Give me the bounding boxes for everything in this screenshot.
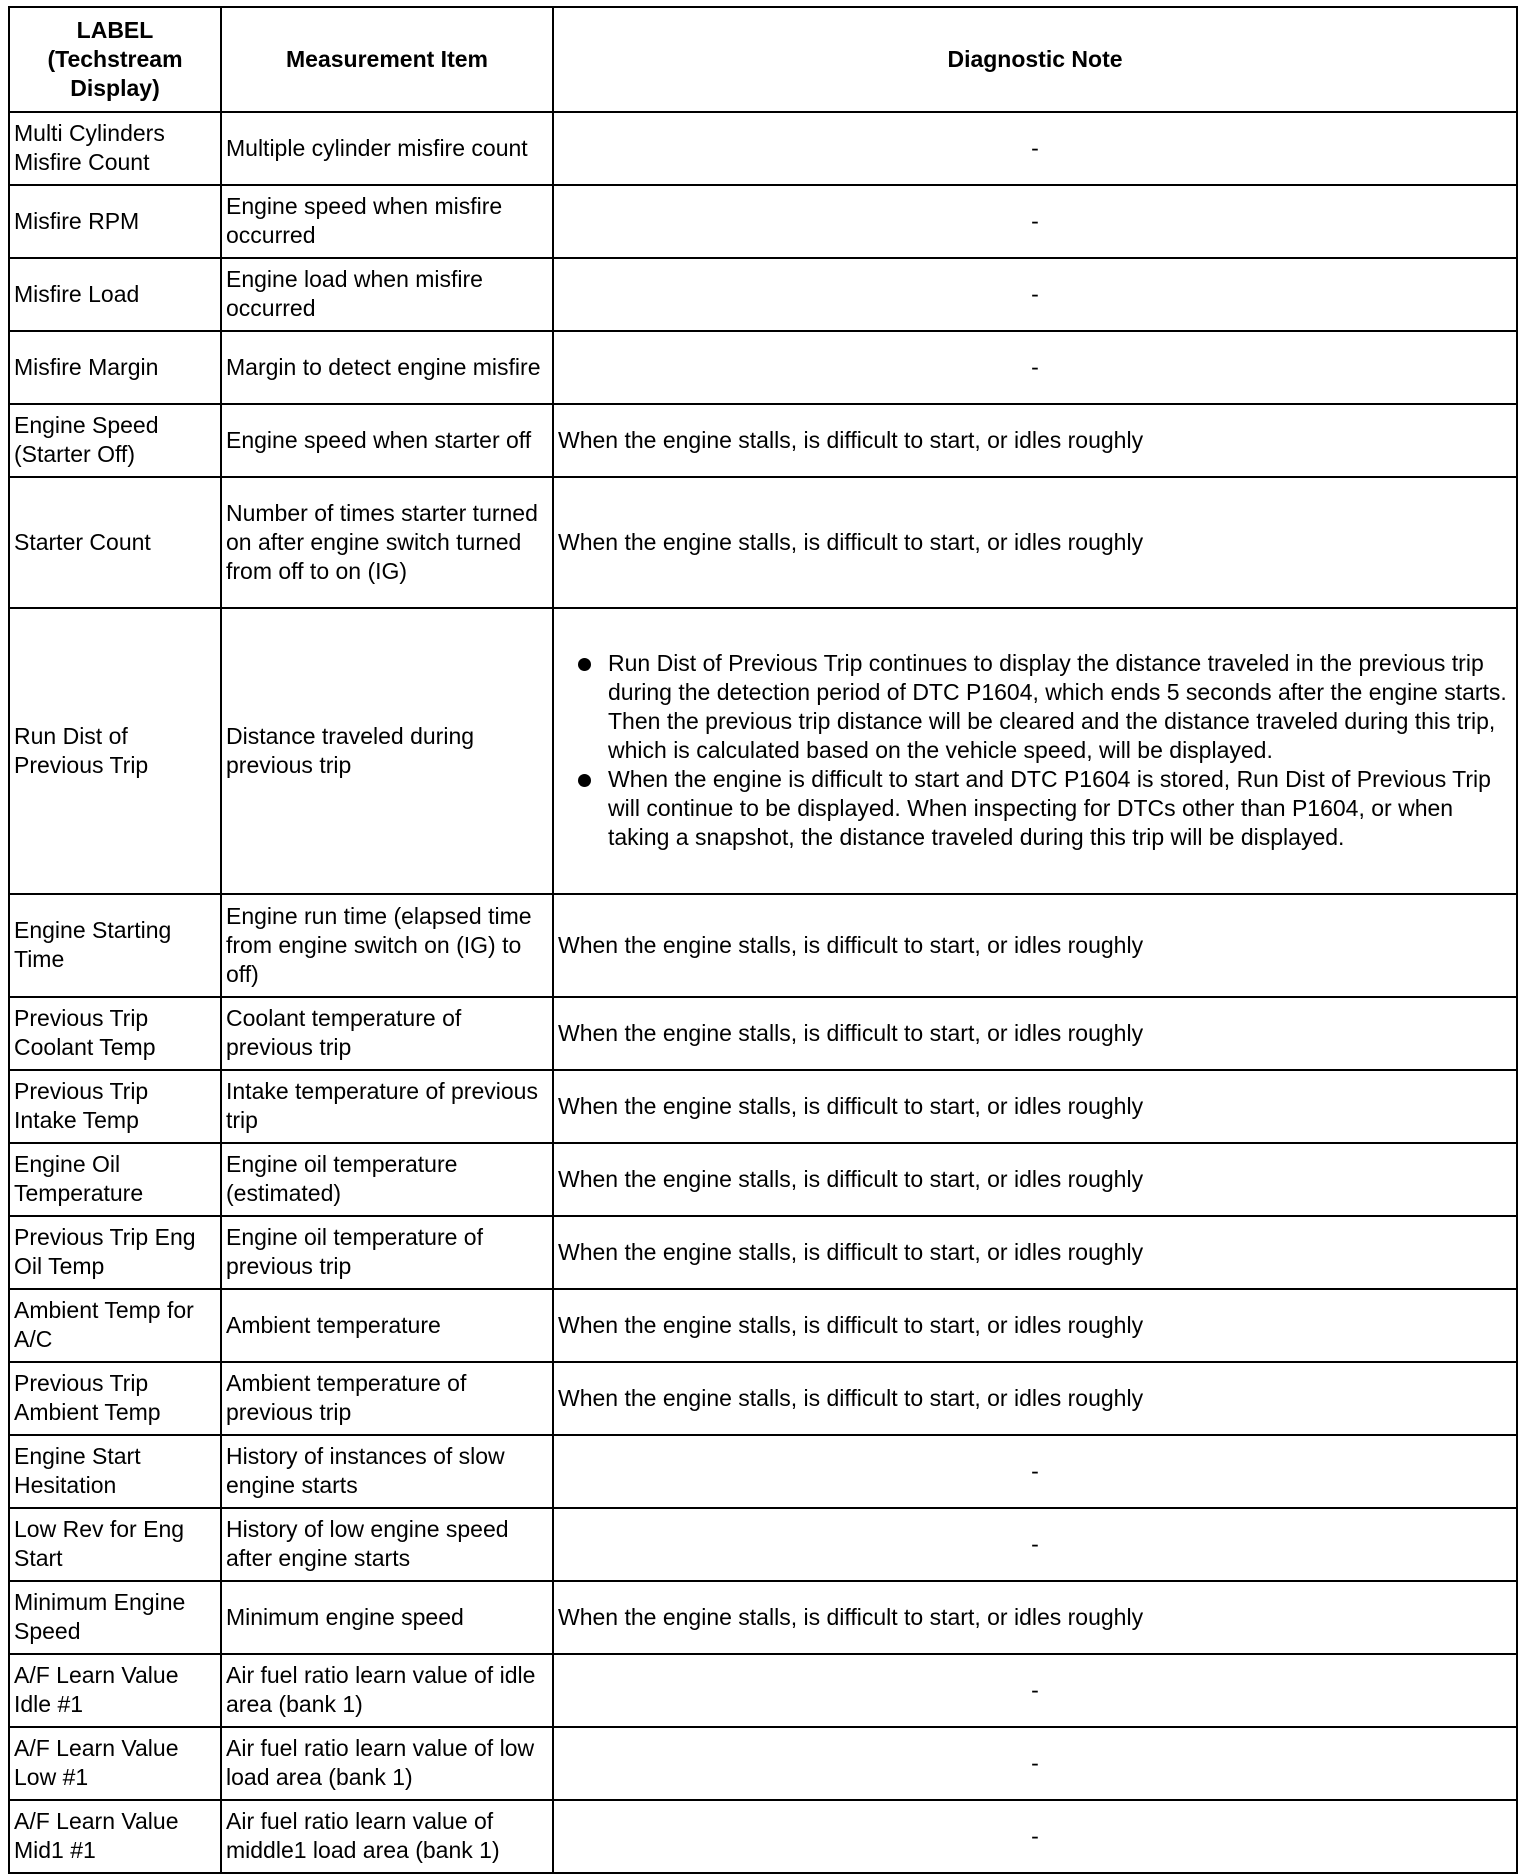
table-row xyxy=(9,894,1517,997)
measurement-cell: Margin to detect engine misfire xyxy=(221,331,553,404)
note-cell: - xyxy=(553,1800,1517,1873)
table-row xyxy=(9,404,1517,477)
table-row xyxy=(9,1289,1517,1362)
label-cell: Ambient Temp for A/C xyxy=(9,1289,221,1362)
label-cell: A/F Learn Value Low #1 xyxy=(9,1727,221,1800)
measurement-cell: Engine load when misfire occurred xyxy=(221,258,553,331)
table-header-row xyxy=(9,7,1517,112)
label-cell: Engine Speed (Starter Off) xyxy=(9,404,221,477)
measurement-column-header: Measurement Item xyxy=(221,7,553,112)
note-bullet-item xyxy=(558,765,1512,852)
measurement-cell: Ambient temperature xyxy=(221,1289,553,1362)
table-row xyxy=(9,1654,1517,1727)
label-cell: Misfire RPM xyxy=(9,185,221,258)
measurement-cell: Engine speed when starter off xyxy=(221,404,553,477)
note-cell: When the engine stalls, is difficult to start, or idles roughly xyxy=(553,1143,1517,1216)
table-row xyxy=(9,1216,1517,1289)
measurement-cell: Air fuel ratio learn value of idle area (bank 1) xyxy=(221,1654,553,1727)
note-cell: When the engine stalls, is difficult to start, or idles roughly xyxy=(553,1581,1517,1654)
label-cell: Run Dist of Previous Trip xyxy=(9,608,221,894)
table-row xyxy=(9,608,1517,894)
note-cell: When the engine stalls, is difficult to start, or idles roughly xyxy=(553,404,1517,477)
measurement-cell: Minimum engine speed xyxy=(221,1581,553,1654)
table-row xyxy=(9,1435,1517,1508)
table-row xyxy=(9,1727,1517,1800)
table-row xyxy=(9,1800,1517,1873)
label-cell: Previous Trip Eng Oil Temp xyxy=(9,1216,221,1289)
note-cell xyxy=(553,608,1517,894)
label-cell: Starter Count xyxy=(9,477,221,608)
table-row xyxy=(9,1143,1517,1216)
note-bullet-item xyxy=(558,649,1512,765)
measurement-cell: Engine oil temperature of previous trip xyxy=(221,1216,553,1289)
note-cell: - xyxy=(553,1727,1517,1800)
table-row xyxy=(9,185,1517,258)
measurement-cell: Intake temperature of previous trip xyxy=(221,1070,553,1143)
label-cell: Low Rev for Eng Start xyxy=(9,1508,221,1581)
note-cell: When the engine stalls, is difficult to start, or idles roughly xyxy=(553,997,1517,1070)
measurement-cell: Air fuel ratio learn value of middle1 load area (bank 1) xyxy=(221,1800,553,1873)
measurement-cell: Number of times starter turned on after engine switch turned from off to on (IG) xyxy=(221,477,553,608)
measurement-cell: History of instances of slow engine starts xyxy=(221,1435,553,1508)
note-column-header: Diagnostic Note xyxy=(553,7,1517,112)
note-cell: When the engine stalls, is difficult to start, or idles roughly xyxy=(553,1216,1517,1289)
data-list-page xyxy=(8,6,1516,1863)
measurement-cell: Coolant temperature of previous trip xyxy=(221,997,553,1070)
note-cell: - xyxy=(553,185,1517,258)
label-header-line2: (Techstream xyxy=(47,45,183,72)
measurement-cell: Engine oil temperature (estimated) xyxy=(221,1143,553,1216)
label-cell: Misfire Load xyxy=(9,258,221,331)
label-cell: Multi Cylinders Misfire Count xyxy=(9,112,221,185)
table-row xyxy=(9,1362,1517,1435)
label-cell: Previous Trip Coolant Temp xyxy=(9,997,221,1070)
table-row xyxy=(9,331,1517,404)
note-bullet-text: Run Dist of Previous Trip continues to display the distance traveled in the previous trip during the detection period of DTC P1604, which ends 5 seconds after the engine starts. Then the previous trip distance will be cleared and the distance traveled during this trip, which is calculated based on the vehicle speed, will be displayed. xyxy=(608,650,1507,763)
table-row xyxy=(9,258,1517,331)
note-cell: - xyxy=(553,1435,1517,1508)
measurement-cell: Air fuel ratio learn value of low load area (bank 1) xyxy=(221,1727,553,1800)
measurement-cell: Multiple cylinder misfire count xyxy=(221,112,553,185)
note-cell: - xyxy=(553,258,1517,331)
note-bullet-list xyxy=(558,649,1512,852)
measurement-cell: Ambient temperature of previous trip xyxy=(221,1362,553,1435)
measurement-cell: Distance traveled during previous trip xyxy=(221,608,553,894)
data-list-table xyxy=(8,6,1518,1874)
note-bullet-text: When the engine is difficult to start and DTC P1604 is stored, Run Dist of Previous Trip will continue to be displayed. When inspecting for DTCs other than P1604, or when taking a snapshot, the distance traveled during this trip will be displayed. xyxy=(608,766,1491,850)
label-cell: Previous Trip Intake Temp xyxy=(9,1070,221,1143)
table-row xyxy=(9,112,1517,185)
table-row xyxy=(9,997,1517,1070)
label-cell: Engine Starting Time xyxy=(9,894,221,997)
label-column-header xyxy=(9,7,221,112)
measurement-cell: Engine speed when misfire occurred xyxy=(221,185,553,258)
label-cell: Minimum Engine Speed xyxy=(9,1581,221,1654)
label-cell: A/F Learn Value Idle #1 xyxy=(9,1654,221,1727)
note-cell: When the engine stalls, is difficult to start, or idles roughly xyxy=(553,894,1517,997)
table-row xyxy=(9,477,1517,608)
label-cell: Engine Start Hesitation xyxy=(9,1435,221,1508)
label-header-line1: LABEL xyxy=(76,16,154,43)
note-cell: When the engine stalls, is difficult to start, or idles roughly xyxy=(553,1070,1517,1143)
measurement-cell: History of low engine speed after engine starts xyxy=(221,1508,553,1581)
label-cell: Engine Oil Temperature xyxy=(9,1143,221,1216)
note-cell: When the engine stalls, is difficult to start, or idles roughly xyxy=(553,477,1517,608)
label-header-line3: Display) xyxy=(70,74,160,101)
label-cell: Misfire Margin xyxy=(9,331,221,404)
measurement-cell: Engine run time (elapsed time from engine switch on (IG) to off) xyxy=(221,894,553,997)
table-row xyxy=(9,1581,1517,1654)
label-cell: A/F Learn Value Mid1 #1 xyxy=(9,1800,221,1873)
note-cell: - xyxy=(553,1654,1517,1727)
table-row xyxy=(9,1508,1517,1581)
bullet-dot-icon xyxy=(578,774,591,787)
table-row xyxy=(9,1070,1517,1143)
label-cell: Previous Trip Ambient Temp xyxy=(9,1362,221,1435)
note-cell: - xyxy=(553,331,1517,404)
note-cell: - xyxy=(553,1508,1517,1581)
note-cell: - xyxy=(553,112,1517,185)
bullet-dot-icon xyxy=(578,658,591,671)
note-cell: When the engine stalls, is difficult to start, or idles roughly xyxy=(553,1289,1517,1362)
note-cell: When the engine stalls, is difficult to start, or idles roughly xyxy=(553,1362,1517,1435)
